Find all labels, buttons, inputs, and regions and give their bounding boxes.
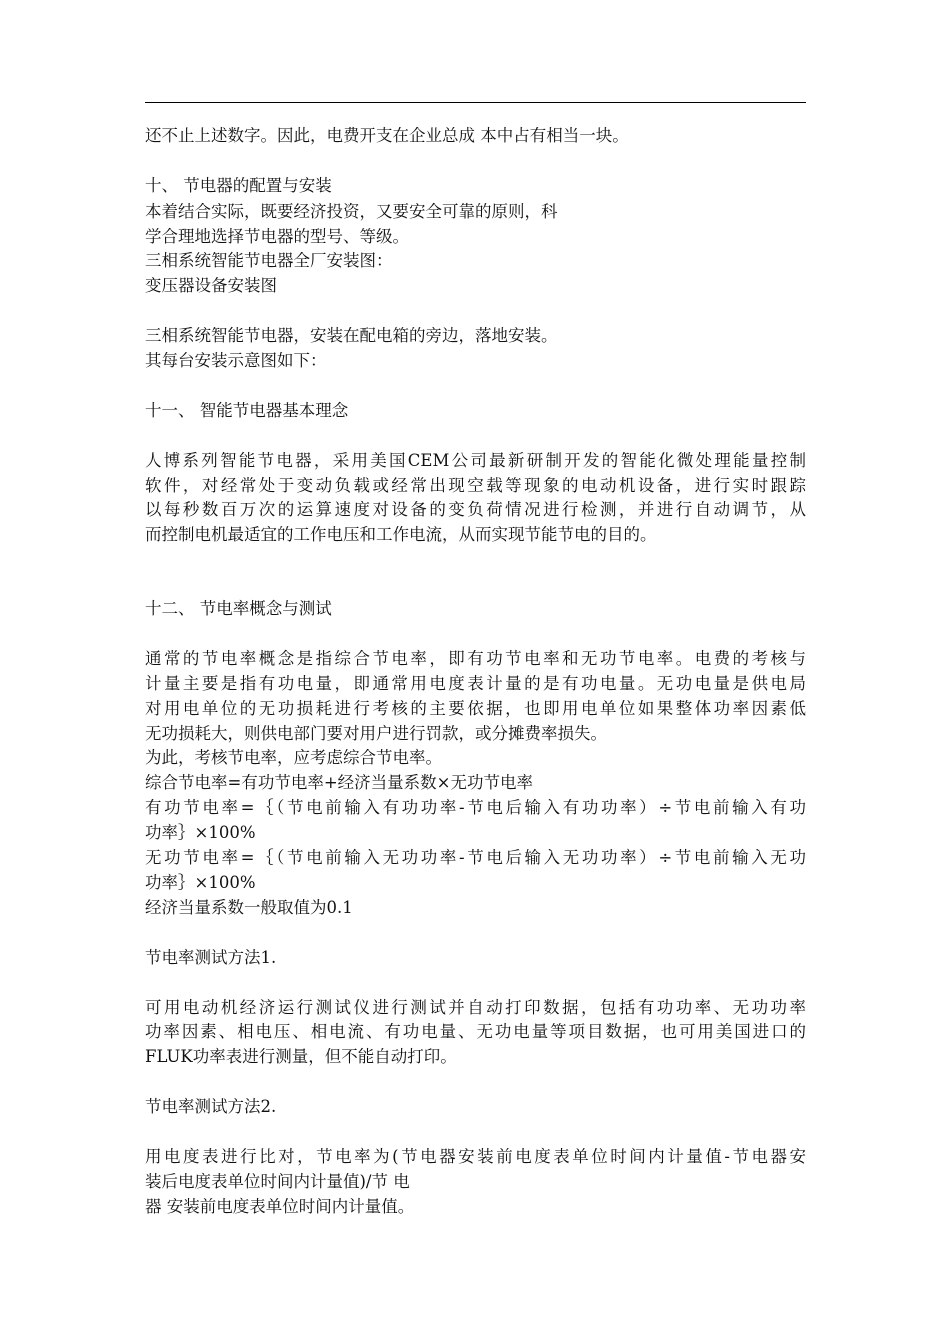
- text-line: 经济当量系数一般取值为0.1: [145, 898, 353, 917]
- text-line: 三相系统智能节电器全厂安装图：: [145, 251, 393, 270]
- text-line: 还不止上述数字。因此，电费开支在企业总成 本中占有相当一块。: [145, 126, 629, 145]
- paragraph-line: 通常的节电率概念是指综合节电率，即有功节电率和无功节电率。电费的考核与: [145, 649, 806, 668]
- paragraph-line: 无功损耗大，则供电部门要对用户进行罚款，或分摊费率损失。: [145, 724, 607, 743]
- paragraph-line: 以每秒数百万次的运算速度对设备的变负荷情况进行检测，并进行自动调节，从: [145, 500, 806, 519]
- paragraph-line: 器 安装前电度表单位时间内计量值。: [145, 1197, 415, 1216]
- paragraph-line: 用电度表进行比对，节电率为(节电器安装前电度表单位时间内计量值-节电器安: [145, 1147, 806, 1166]
- paragraph-line: 而控制电机最适宜的工作电压和工作电流，从而实现节能节电的目的。: [145, 525, 657, 544]
- paragraph-line: 可用电动机经济运行测试仪进行测试并自动打印数据，包括有功功率、无功功率: [145, 998, 806, 1017]
- paragraph-line: FLUK功率表进行测量，但不能自动打印。: [145, 1047, 457, 1066]
- subheading: 节电率测试方法1.: [145, 948, 277, 967]
- formula-line: 功率｝×100%: [145, 873, 256, 892]
- paragraph-line: 功率因素、相电压、相电流、有功电量、无功电量等项目数据，也可用美国进口的: [145, 1022, 806, 1041]
- subheading: 节电率测试方法2.: [145, 1097, 277, 1116]
- text-line: 本着结合实际，既要经济投资，又要安全可靠的原则，科: [145, 202, 558, 221]
- paragraph-line: 对用电单位的无功损耗进行考核的主要依据，也即用电单位如果整体功率因素低: [145, 699, 806, 718]
- paragraph-line: 人博系列智能节电器，采用美国CEM公司最新研制开发的智能化微处理能量控制: [145, 451, 806, 470]
- section-heading: 十一、 智能节电器基本理念: [145, 401, 349, 420]
- formula-line: 无功节电率=｛（节电前输入无功功率-节电后输入无功功率）÷节电前输入无功: [145, 848, 806, 867]
- text-line: 其每台安装示意图如下：: [145, 351, 327, 370]
- paragraph-line: 装后电度表单位时间内计量值)/节 电: [145, 1172, 410, 1191]
- text-line: 为此，考核节电率，应考虑综合节电率。: [145, 748, 442, 767]
- formula-line: 综合节电率=有功节电率+经济当量系数×无功节电率: [145, 773, 533, 792]
- formula-line: 有功节电率=｛（节电前输入有功功率-节电后输入有功功率）÷节电前输入有功: [145, 798, 806, 817]
- header-rule: [145, 102, 806, 103]
- section-heading: 十二、 节电率概念与测试: [145, 599, 332, 618]
- text-line: 学合理地选择节电器的型号、等级。: [145, 227, 409, 246]
- text-line: 三相系统智能节电器，安装在配电箱的旁边，落地安装。: [145, 326, 558, 345]
- section-heading: 十、 节电器的配置与安装: [145, 176, 332, 195]
- text-line: 变压器设备安装图: [145, 276, 277, 295]
- formula-line: 功率｝×100%: [145, 823, 256, 842]
- paragraph-line: 计量主要是指有功电量，即通常用电度表计量的是有功电量。无功电量是供电局: [145, 674, 806, 693]
- paragraph-line: 软件，对经常处于变动负载或经常出现空载等现象的电动机设备，进行实时跟踪: [145, 476, 806, 495]
